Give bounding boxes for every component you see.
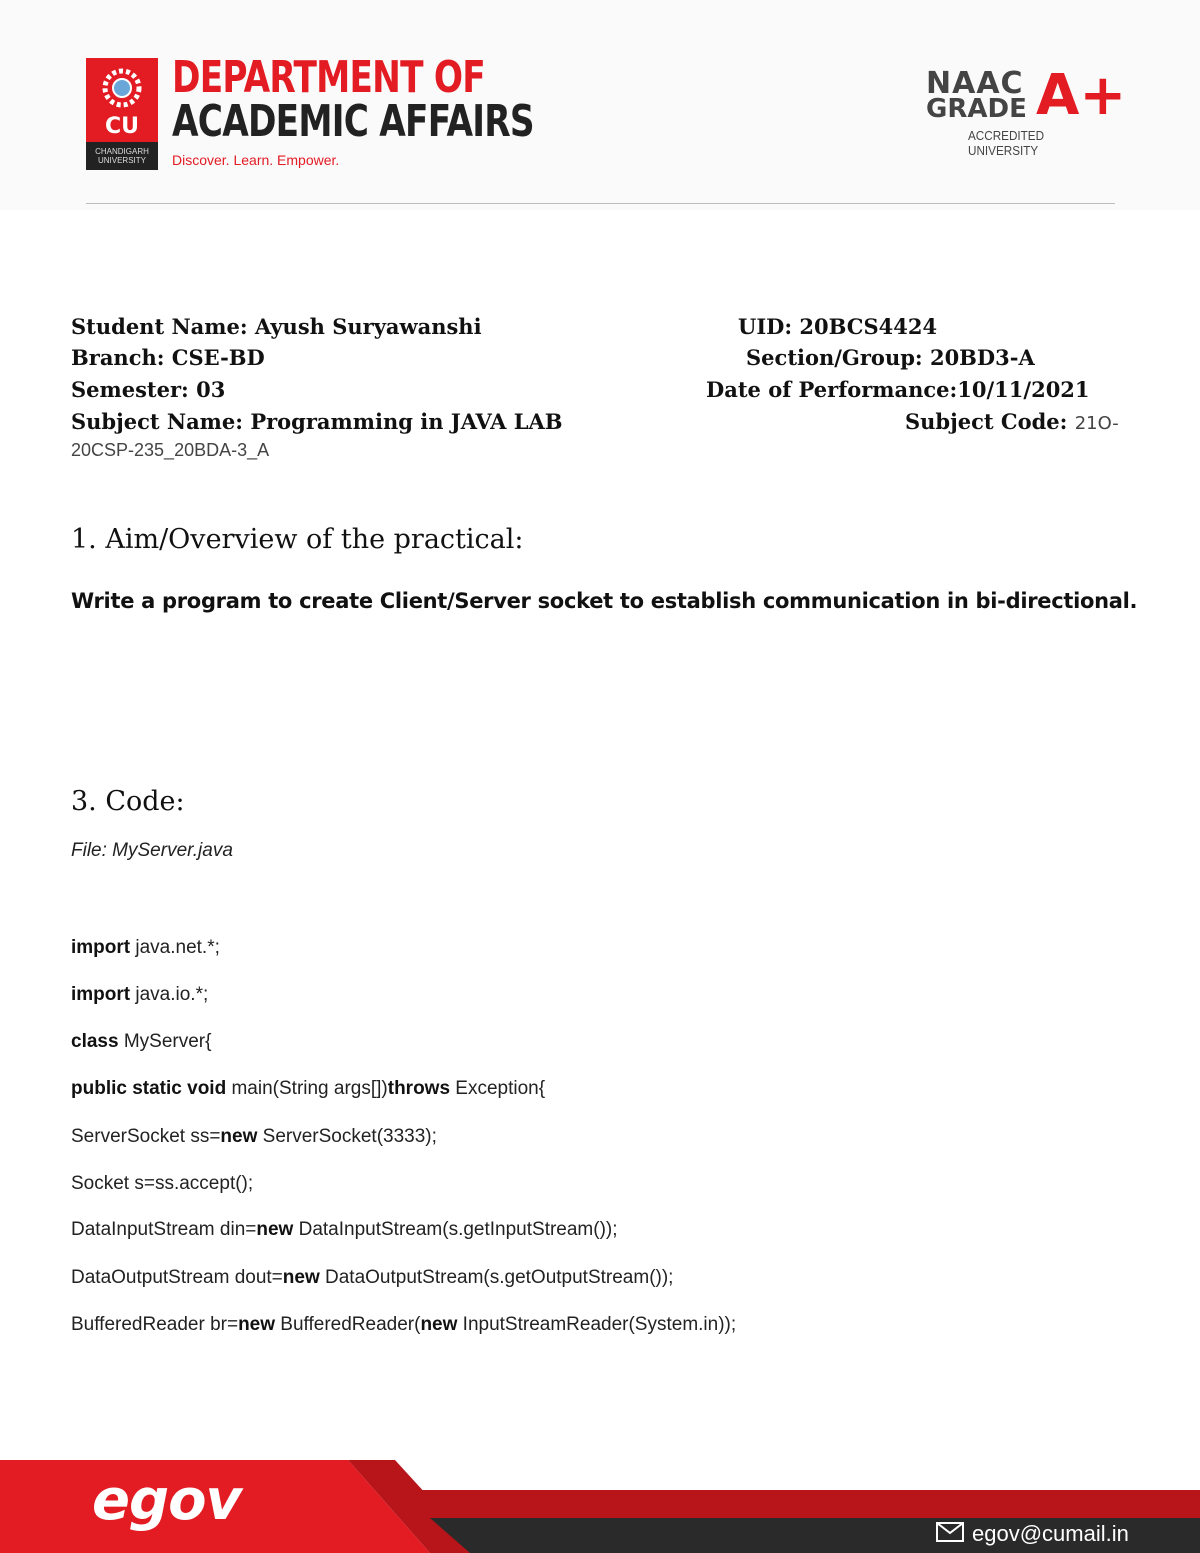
naac-badge [924,63,1127,158]
footer-band [0,1460,1200,1553]
dept-title-line2: ACADEMIC AFFAIRS [172,96,534,147]
subject-code [905,409,1119,434]
code-line: DataInputStream din=new DataInputStream(s.getInputStream()); [71,1219,618,1240]
dept-title-line1: DEPARTMENT OF [172,52,485,103]
code-line: ServerSocket ss=new ServerSocket(3333); [71,1126,437,1147]
egov-logo: egov [92,1468,242,1533]
student-semester: Semester: 03 [71,377,226,402]
student-uid: UID: 20BCS4424 [738,314,938,339]
student-branch: Branch: CSE-BD [71,345,265,370]
code-line: BufferedReader br=new BufferedReader(new InputStreamReader(System.in)); [71,1314,737,1335]
code-heading: 3. Code: [71,786,185,817]
header-divider [86,203,1115,204]
naac-label: NAAC [926,66,1024,101]
code-line: class MyServer{ [71,1031,212,1052]
code-line: public static void main(String args[])throws Exception{ [71,1078,546,1099]
grade-value: A+ [1036,63,1127,128]
tagline: Discover. Learn. Empower. [172,152,340,168]
footer-email: egov@cumail.in [972,1521,1129,1546]
student-section: Section/Group: 20BD3-A [746,345,1035,370]
accredited-label: ACCREDITED UNIVERSITY [968,128,1045,158]
code-line: Socket s=ss.accept(); [71,1173,254,1194]
code-line: import java.io.*; [71,984,209,1005]
student-name: Student Name: Ayush Suryawanshi [71,314,482,339]
mail-icon [936,1522,964,1542]
grade-label: GRADE [926,94,1027,124]
logo-subtext: CHANDIGARH UNIVERSITY [86,142,158,170]
subject-code-label: Subject Code: [905,409,1068,434]
subject-code-value-start: 21O- [1074,413,1119,434]
code-line: DataOutputStream dout=new DataOutputStream(s.getOutputStream()); [71,1267,674,1288]
subject-name: Subject Name: Programming in JAVA LAB [71,409,563,434]
gear-emblem-icon [100,66,144,110]
cu-logo [86,58,158,170]
aim-heading: 1. Aim/Overview of the practical: [71,524,524,555]
letterhead [0,0,1200,210]
subject-code-value-rest: 20CSP-235_20BDA-3_A [71,440,270,460]
logo-text: CU [104,114,139,139]
aim-text: Write a program to create Client/Server socket to establish communication in bi-directional. [71,589,1138,613]
code-line: import java.net.*; [71,937,220,958]
date-of-performance: Date of Performance:10/11/2021 [706,377,1090,402]
file-label: File: MyServer.java [71,840,233,861]
